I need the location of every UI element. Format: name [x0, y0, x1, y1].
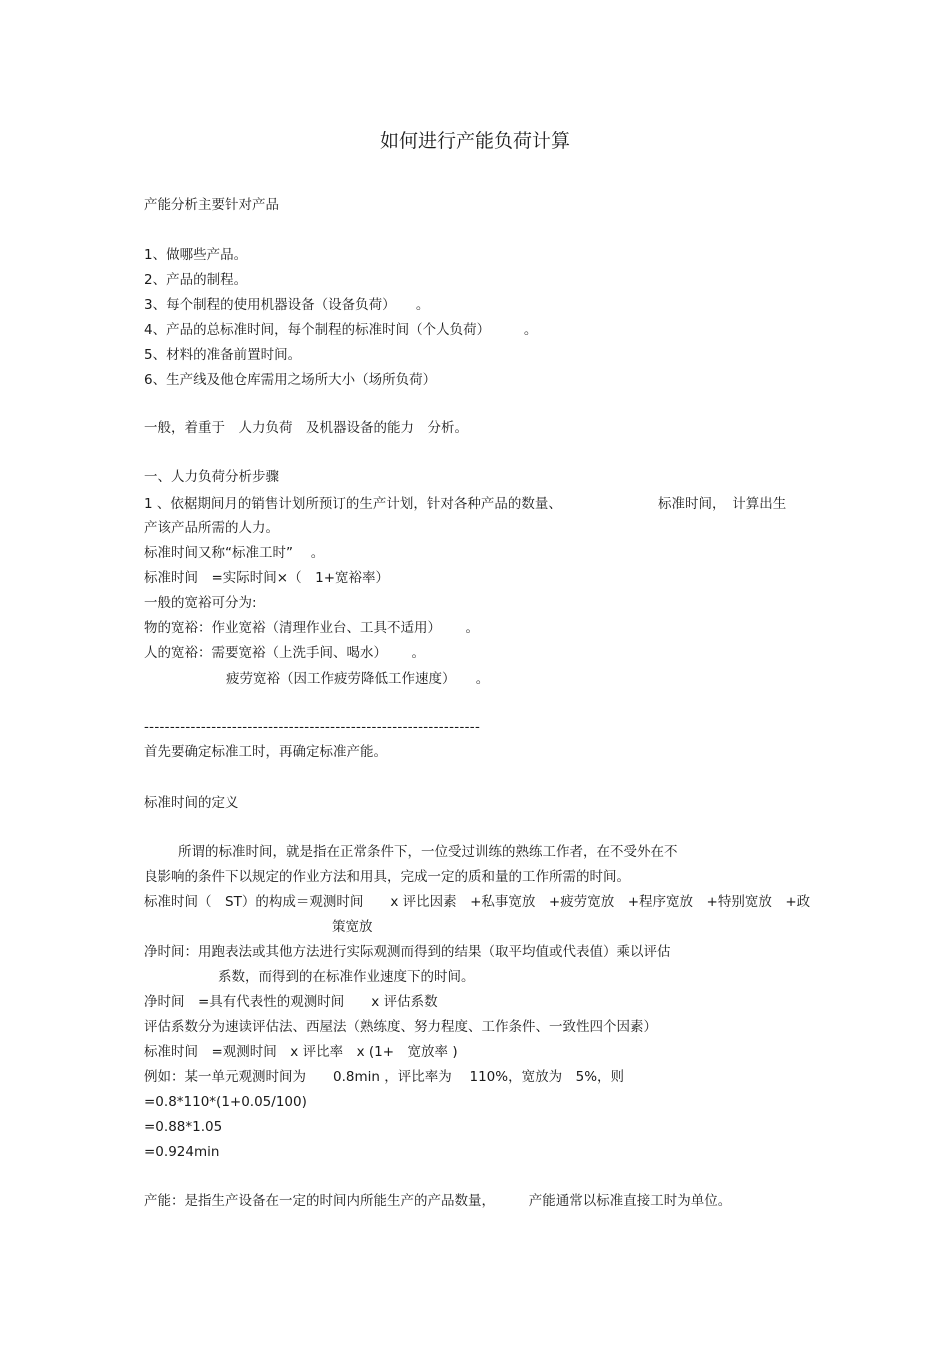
st-composition-line-2: 策宽放 [332, 919, 373, 935]
std-alias-line: 标准时间又称“标准工时” 。 [144, 545, 325, 561]
std-time-formula-line: 标准时间 =观测时间 x 评比率 x (1+ 宽放率 ) [144, 1044, 458, 1060]
definition-paragraph-line-1: 所谓的标准时间，就是指在正常条件下，一位受过训练的熟练工作者，在不受外在不 [178, 844, 678, 860]
list-item: 1、做哪些产品。 [144, 247, 248, 263]
allowance-intro-line: 一般的宽裕可分为: [144, 595, 257, 611]
document-title: 如何进行产能负荷计算 [379, 130, 570, 152]
list-item: 5、材料的准备前置时间。 [144, 347, 302, 363]
section-heading: 一、人力负荷分析步骤 [144, 469, 279, 485]
net-time-line-1: 净时间：用跑表法或其他方法进行实际观测而得到的结果（取平均值或代表值）乘以评估 [144, 944, 671, 960]
allowance-fatigue-line: 疲劳宽裕（因工作疲劳降低工作速度） 。 [226, 671, 490, 687]
list-item: 3、每个制程的使用机器设备（设备负荷） 。 [144, 297, 430, 313]
capacity-definition-line: 产能：是指生产设备在一定的时间内所能生产的产品数量， 产能通常以标准直接工时为单位。 [144, 1193, 732, 1209]
allowance-object-line: 物的宽裕：作业宽裕（清理作业台、工具不适用） 。 [144, 620, 480, 636]
list-item: 6、生产线及他仓库需用之场所大小（场所负荷） [144, 372, 437, 388]
net-time-formula-line: 净时间 =具有代表性的观测时间 x 评估系数 [144, 994, 438, 1010]
list-item: 4、产品的总标准时间，每个制程的标准时间（个人负荷） 。 [144, 322, 538, 338]
allowance-person-line: 人的宽裕：需要宽裕（上洗手间、喝水） 。 [144, 645, 426, 661]
step1-line: 1 、依椐期间月的销售计划所预订的生产计划，针对各种产品的数量、 [144, 496, 562, 512]
calc-line-1: =0.8*110*(1+0.05/100) [144, 1094, 307, 1110]
eval-methods-line: 评估系数分为速读评估法、西屋法（熟练度、努力程度、工作条件、一致性四个因素） [144, 1019, 657, 1035]
intro-line: 产能分析主要针对产品 [144, 197, 279, 213]
definition-paragraph-line-2: 良影响的条件下以规定的作业方法和用具，完成一定的质和量的工作所需的时间。 [144, 869, 630, 885]
calc-line-2: =0.88*1.05 [144, 1119, 223, 1135]
step1-line-2: 产该产品所需的人力。 [144, 520, 279, 536]
definition-heading: 标准时间的定义 [144, 795, 239, 811]
list-item: 2、产品的制程。 [144, 272, 248, 288]
divider-line: ----------------------------------------------------------------- [144, 719, 481, 735]
calc-line-3: =0.924min [144, 1144, 220, 1160]
net-time-line-2: 系数，而得到的在标准作业速度下的时间。 [218, 969, 475, 985]
st-composition-line-1: 标准时间（ ST）的构成＝观测时间 x 评比因素 +私事宽放 +疲劳宽放 +程序宽放 +特别宽放 +政 [144, 894, 811, 910]
std-formula-line: 标准时间 =实际时间×（ 1+宽裕率） [144, 570, 390, 586]
step1-line-tail: 标准时间， 计算出生 [658, 496, 787, 512]
example-line: 例如：某一单元观测时间为 0.8min ，评比率为 110%，宽放为 5%，则 [144, 1069, 625, 1085]
first-determine-line: 首先要确定标准工时，再确定标准产能。 [144, 744, 387, 760]
focus-line: 一般，着重于 人力负荷 及机器设备的能力 分析。 [144, 420, 468, 436]
